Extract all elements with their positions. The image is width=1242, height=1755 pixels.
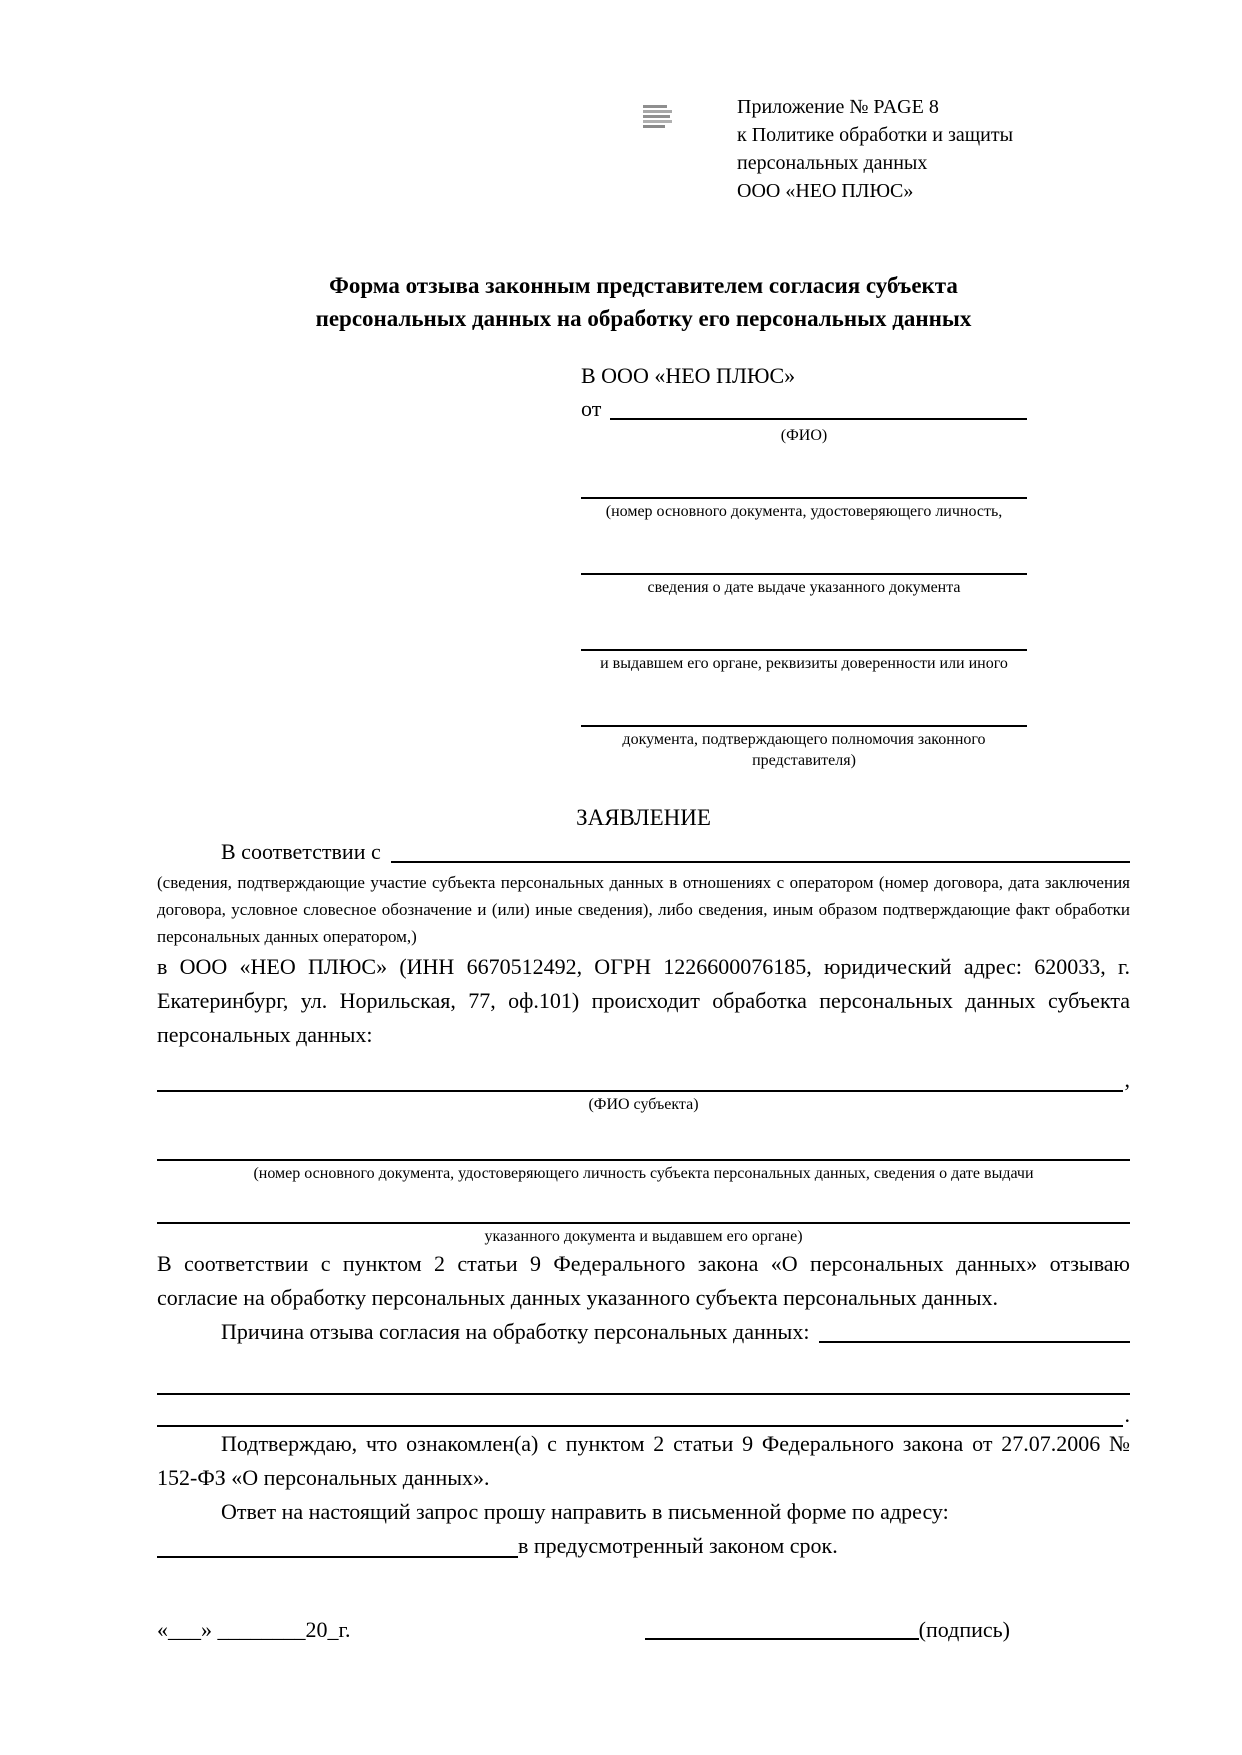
- authority-doc-caption: документа, подтверждающего полномочия законного представителя): [622, 731, 986, 769]
- footer-row: [157, 1615, 1130, 1645]
- doc-number-blank-line[interactable]: [581, 473, 1027, 499]
- appendix-header: [157, 93, 1130, 205]
- signature-caption: (подпись): [918, 1617, 1010, 1642]
- date-line[interactable]: «___» ________20_г.: [157, 1617, 351, 1642]
- reason-extra-blank-line-1[interactable]: [157, 1393, 1130, 1395]
- appendix-line-4: ООО «НЕО ПЛЮС»: [737, 180, 914, 202]
- text-lines-icon: [643, 105, 673, 128]
- reason-blank-line[interactable]: [819, 1341, 1130, 1343]
- signature-group: [645, 1615, 1010, 1645]
- issuer-caption: и выдавшем его органе, реквизиты доверенности или иного: [600, 655, 1008, 672]
- reason-trailing-period: .: [1124, 1402, 1130, 1427]
- subject-doc-caption-2: указанного документа и выдавшем его органе): [484, 1228, 803, 1245]
- from-row: [581, 392, 1027, 425]
- subject-doc-blank-line[interactable]: [157, 1159, 1130, 1161]
- accordance-label: В соответствии с: [221, 839, 381, 864]
- addressee-to: В ООО «НЕО ПЛЮС»: [581, 363, 796, 388]
- accordance-row: [157, 835, 1130, 869]
- subject-fio-blank-line[interactable]: [157, 1090, 1123, 1092]
- reason-blank-row-1: [157, 1363, 1130, 1395]
- issuer-row: [581, 625, 1027, 674]
- subject-doc-row-2: [157, 1192, 1130, 1224]
- subject-doc-caption-1: (номер основного документа, удостоверяющего личность субъекта персональных данных, сведения о дате выдачи: [253, 1165, 1034, 1182]
- appendix-text-block: [737, 93, 1130, 205]
- accordance-blank-line[interactable]: [391, 861, 1130, 863]
- reply-address-blank-line[interactable]: [157, 1556, 518, 1558]
- reply-suffix: в предусмотренный законом срок.: [518, 1533, 838, 1558]
- subject-fio-trailing-comma: ,: [1124, 1067, 1130, 1092]
- fio-caption: (ФИО): [780, 427, 828, 444]
- fio-blank-line[interactable]: [610, 418, 1027, 420]
- issuer-blank-line[interactable]: [581, 625, 1027, 651]
- subject-fio-caption: (ФИО субъекта): [588, 1096, 699, 1113]
- page-title-line-2: персональных данных на обработку его персональных данных: [315, 306, 972, 331]
- appendix-line-2: к Политике обработки и защиты: [737, 124, 1014, 146]
- issue-date-row: [581, 549, 1027, 598]
- statement-heading: ЗАЯВЛЕНИЕ: [576, 805, 711, 830]
- addressee-block: [581, 359, 1027, 771]
- reason-row: [157, 1315, 1130, 1349]
- operator-paragraph: в ООО «НЕО ПЛЮС» (ИНН 6670512492, ОГРН 1226600076185, юридический адрес: 620033, г. Екатеринбург, ул. Норильская, 77, оф.101) происходит обработка персональных данных субъекта персональных данных:: [157, 954, 1130, 1047]
- accordance-note: (сведения, подтверждающие участие субъекта персональных данных в отношениях с оператором (номер договора, дата заключения договора, условное словесное обозначение и (или) иные сведения), либо сведения, иным образом подтверждающие факт обработки персональных данных оператором,): [157, 873, 1130, 946]
- appendix-line-1: Приложение № PAGE 8: [737, 96, 939, 118]
- subject-doc-blank-line-2[interactable]: [157, 1222, 1130, 1224]
- doc-number-row: [581, 473, 1027, 522]
- page-title-line-1: Форма отзыва законным представителем согласия субъекта: [329, 273, 958, 298]
- appendix-line-3: персональных данных: [737, 152, 928, 174]
- reason-blank-row-2: [157, 1395, 1130, 1427]
- authority-doc-blank-line[interactable]: [581, 701, 1027, 727]
- issue-date-caption: сведения о дате выдаче указанного документа: [647, 579, 961, 596]
- subject-fio-row: [157, 1060, 1130, 1092]
- doc-number-caption: (номер основного документа, удостоверяющего личность,: [605, 503, 1003, 520]
- reply-intro: Ответ на настоящий запрос прошу направить в письменной форме по адресу:: [221, 1499, 949, 1524]
- subject-doc-row: [157, 1129, 1130, 1161]
- confirm-paragraph: Подтверждаю, что ознакомлен(а) с пунктом 2 статьи 9 Федерального закона от 27.07.2006 № 152-ФЗ «О персональных данных».: [157, 1431, 1130, 1490]
- page-title: [157, 269, 1130, 335]
- from-label: от: [581, 396, 602, 421]
- reply-address-row: [157, 1529, 1130, 1563]
- authority-doc-row: [581, 701, 1027, 771]
- signature-blank-line[interactable]: [645, 1638, 919, 1640]
- reason-label: Причина отзыва согласия на обработку персональных данных:: [221, 1319, 810, 1344]
- issue-date-blank-line[interactable]: [581, 549, 1027, 575]
- withdrawal-paragraph: В соответствии с пунктом 2 статьи 9 Федерального закона «О персональных данных» отзываю согласие на обработку персональных данных указанного субъекта персональных данных.: [157, 1251, 1130, 1310]
